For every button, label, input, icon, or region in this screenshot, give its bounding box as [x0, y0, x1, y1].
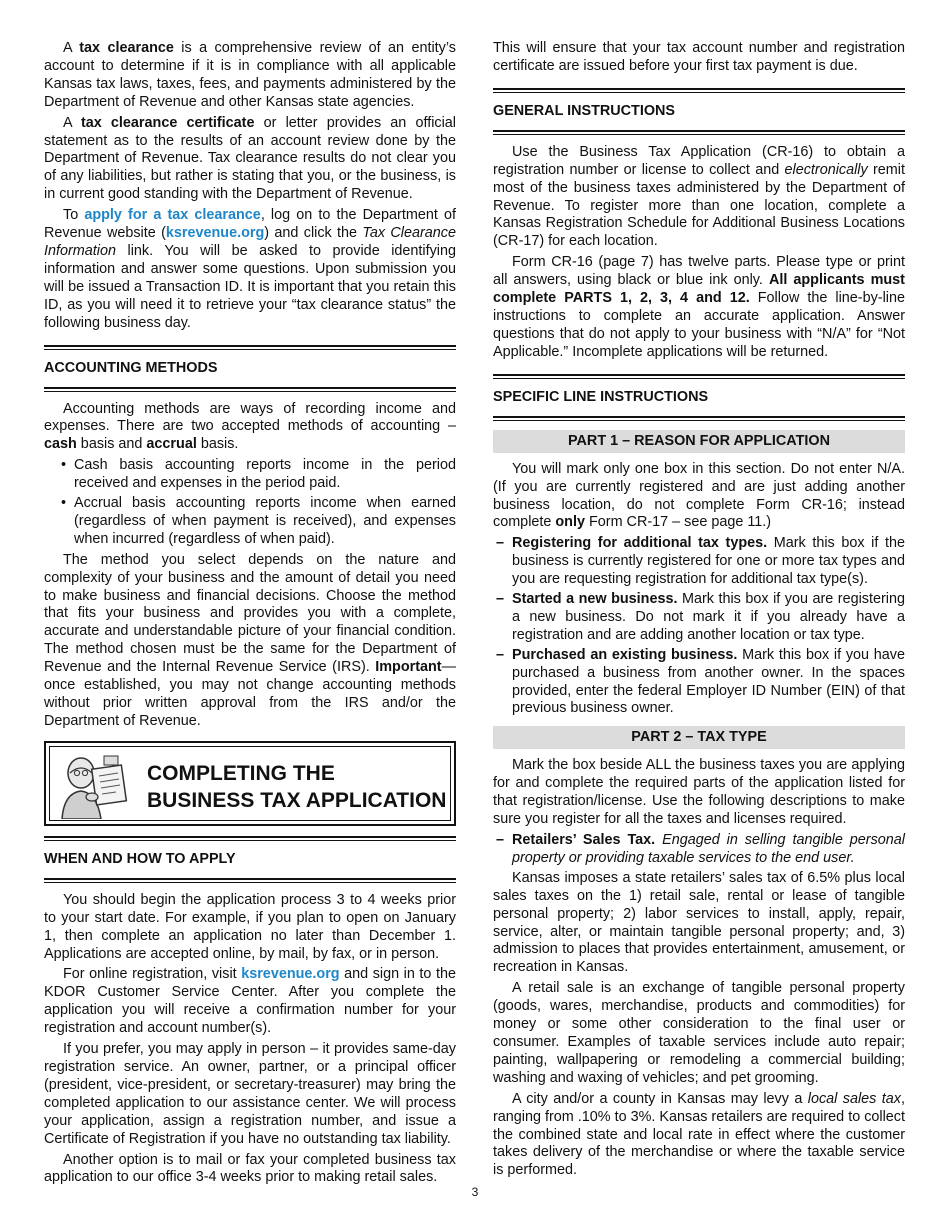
accounting-paragraph-2: The method you select depends on the nature and complexity of your business and the amount of detail you need to make business and financial decisions. Choose the method that fits your business and provides you with a complete, accurate and understandable picture of your financial condition. The method chosen must be the same for the Department of Revenue and the Internal Revenue Service (IRS). Important—once established, you may not change accounting methods without prior written approval from the IRS and/or the Department of Revenue. — [44, 551, 456, 729]
accounting-paragraph-1: Accounting methods are ways of recording income and expenses. There are two accepted methods of accounting – cash basis and accrual basis. — [44, 400, 456, 453]
when-paragraph-1: You should begin the application process 3 to 4 weeks prior to your start date. For example, if you plan to open on January 1, then complete an application no later than December 1. Applications are accepted online, by mail, by fax, or in person. — [44, 891, 456, 962]
intro-paragraph-1: A tax clearance is a comprehensive review of an entity’s account to determine if it is in compliance with all applicable Kansas tax laws, taxes, fees, and payments administered by the Department of Revenue and other Kansas state agencies. — [44, 40, 456, 110]
when-how-heading: WHEN AND HOW TO APPLY — [44, 836, 456, 883]
part-1-item-purchased-business: – Purchased an existing business. Mark this box if you have purchased a business from another owner. In the spaces provided, enter the federal Employer ID Number (EIN) of that previous business owner. — [496, 646, 905, 717]
part-2-title: PART 2 – TAX TYPE — [493, 726, 905, 749]
part-1-paragraph: You will mark only one box in this section. Do not enter N/A. (If you are currently registered and are just adding another business location, do not complete Form CR-16; instead complete only Form CR-17 – see page 11.) — [493, 460, 905, 531]
accounting-bullet-list — [61, 457, 456, 549]
retail-paragraph-2: A retail sale is an exchange of tangible personal property (goods, wares, merchandise, products and commodities) for money or some other consideration to the final user or consumer. Examples of taxable services include auto repair; painting, wallpapering or remodeling a commercial building; washing and waxing of vehicles; and pet grooming. — [493, 980, 905, 1086]
person-reading-form-icon — [56, 751, 138, 819]
left-column — [44, 40, 456, 1190]
intro-paragraph-3: To apply for a tax clearance, log on to the Department of Revenue website (ksrevenue.org) and click the Tax Clearance Information link. You will be asked to provide identifying information and answer some questions. Upon submission you will be issued a Transaction ID. It is important that you retain this ID, as you will need it to retrieve your “tax clearance status” the following business day. — [44, 207, 457, 331]
specific-line-heading: SPECIFIC LINE INSTRUCTIONS — [493, 374, 905, 421]
when-paragraph-3: If you prefer, you may apply in person – it provides same-day registration service. An owner, partner, or a principal officer (president, vice-president, or secretary-treasurer) may bring the completed application to our assistance center. We will process your application, assign a registration number, and issue a Certificate of Registration if you have no outstanding tax liability. — [44, 1041, 456, 1147]
when-paragraph-2: For online registration, visit ksrevenue.org and sign in to the KDOR Customer Service Center. After you complete the application you will receive a confirmation number for your registration and account number(s). — [44, 966, 456, 1037]
part-1-item-additional-tax-types: – Registering for additional tax types. Mark this box if the business is currently registered for one or more tax types and you are requesting registration for additional tax type(s). — [496, 535, 905, 588]
continued-paragraph: This will ensure that your tax account number and registration certificate are issued before your first tax payment is due. — [493, 40, 905, 74]
tax-clearance-link[interactable]: apply for a tax clearance — [84, 207, 261, 224]
when-paragraph-4: Another option is to mail or fax your completed business tax application to our office 3-4 weeks prior to making retail sales. — [44, 1151, 456, 1186]
heading-rule-bottom — [44, 387, 456, 392]
accounting-methods-heading: ACCOUNTING METHODS — [44, 345, 456, 392]
general-instructions-heading: GENERAL INSTRUCTIONS — [493, 88, 905, 135]
part-1-title: PART 1 – REASON FOR APPLICATION — [493, 430, 905, 453]
heading-rule-bottom — [493, 130, 905, 135]
ksrevenue-link[interactable]: ksrevenue.org — [241, 966, 340, 983]
list-item: • Accrual basis accounting reports income when earned (regardless of when payment is received), and expenses when incurred (regardless of when paid). — [61, 495, 456, 549]
heading-rule-bottom — [44, 878, 456, 883]
ksrevenue-link[interactable]: ksrevenue.org — [165, 225, 265, 242]
heading-rule-bottom — [493, 416, 905, 421]
list-item: • Cash basis accounting reports income in the period received and expenses in the period paid. — [61, 457, 456, 493]
banner-title: COMPLETING THE BUSINESS TAX APPLICATION — [147, 761, 447, 812]
right-column — [493, 40, 905, 1183]
part-2-paragraph: Mark the box beside ALL the business taxes you are applying for and complete the required parts of the application listed for that registration/license. Use the following descriptions to make sure you register for all the taxes and licenses required. — [493, 757, 905, 828]
retailers-sales-tax-item: – Retailers’ Sales Tax. Engaged in selling tangible personal property or providing taxable services to the end user. — [496, 832, 905, 866]
retail-paragraph-1: Kansas imposes a state retailers’ sales tax of 6.5% plus local sales taxes on the 1) retail sale, rental or lease of tangible personal property; 2) labor services to install, apply, repair, service, alter, or maintain tangible personal property; and, 3) admission to places that provides entertainment, amusement, or recreation in Kansas. — [493, 869, 905, 976]
completing-application-banner — [44, 741, 456, 826]
general-paragraph-1: Use the Business Tax Application (CR-16) to obtain a registration number or license to collect and electronically remit most of the business taxes administered by the Department of Revenue. To register more than one location, complete a Kansas Registration Schedule for Additional Business Locations (CR-17) for each location. — [493, 143, 905, 250]
general-paragraph-2: Form CR-16 (page 7) has twelve parts. Please type or print all answers, using black or blue ink only. All applicants must complete PARTS 1, 2, 3, 4 and 12. Follow the line-by-line instructions to complete an accurate application. Answer questions that do not apply to your business with “N/A” for “Not Applicable.” Incomplete applications will be returned. — [493, 254, 905, 360]
retail-paragraph-3: A city and/or a county in Kansas may levy a local sales tax, ranging from .10% to 3%. Kansas retailers are required to collect the combined state and local rate in effect where the customer takes delivery of the merchandise or where the taxable service is performed. — [493, 1090, 905, 1179]
intro-paragraph-2: A tax clearance certificate or letter provides an official statement as to the results of an account review done by the Department of Revenue. Tax clearance results do not clear you of any liabilities, but rather is stating that you, or the business, is in current good standing with the Department of Revenue. — [44, 114, 456, 203]
part-1-item-new-business: – Started a new business. Mark this box if you are registering a new business. Do not mark it if you already have a registration and are adding another location or tax type. — [496, 591, 905, 643]
page-number: 3 — [471, 1185, 479, 1199]
